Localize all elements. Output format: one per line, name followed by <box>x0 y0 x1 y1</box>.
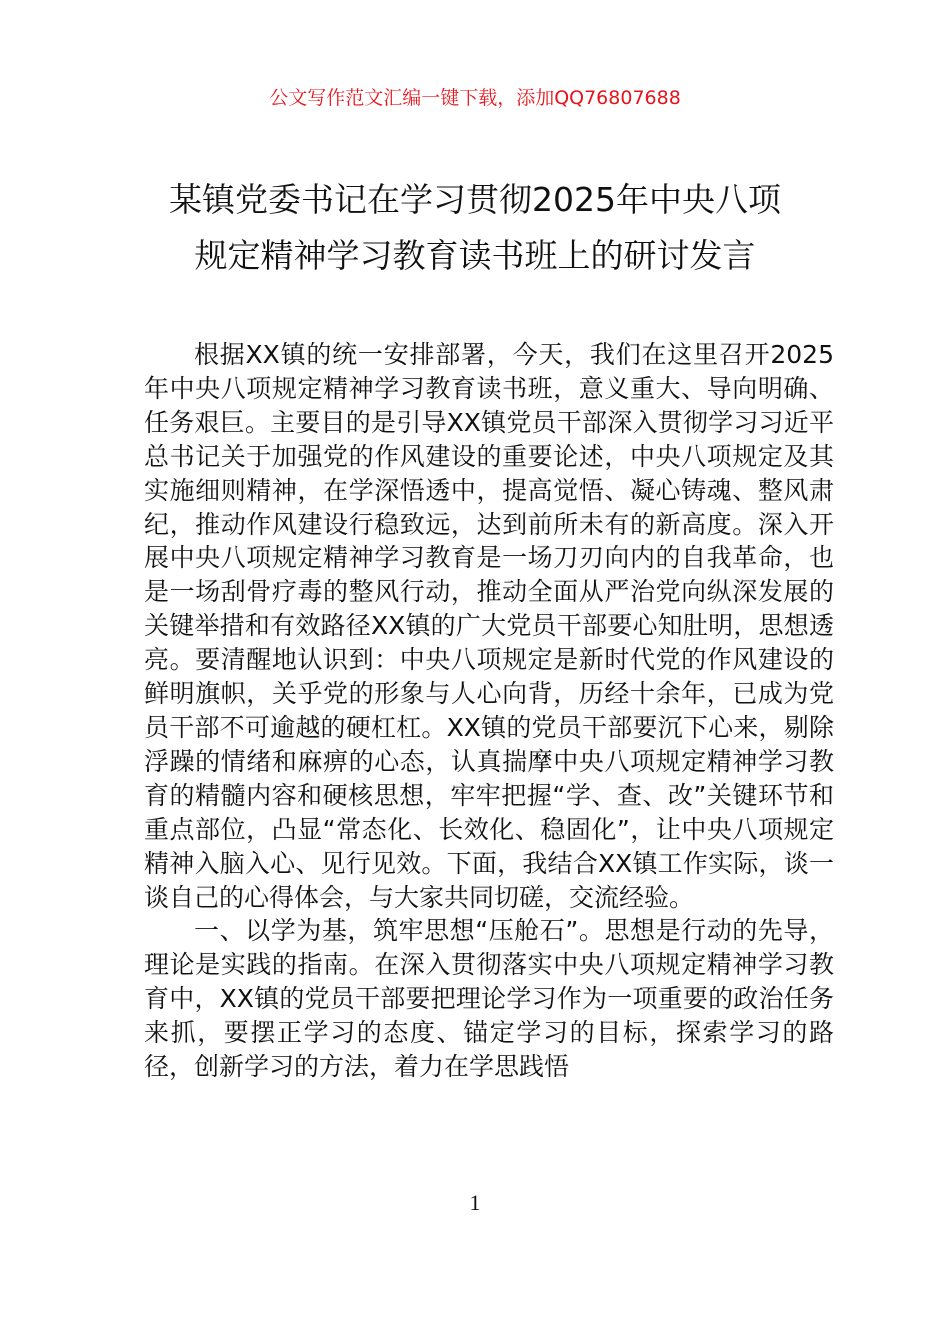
body-paragraph-2: 一、以学为基，筑牢思想“压舱石”。思想是行动的先导，理论是实践的指南。在深入贯彻落实中央八项规定精神学习教育中，XX镇的党员干部要把理论学习作为一项重要的政治任务来抓，要摆正学习的态度、锚定学习的目标，探索学习的路径，创新学习的方法，着力在学思践悟 <box>144 916 834 1082</box>
document-body <box>144 338 834 1084</box>
title-line-2: 规定精神学习教育读书班上的研讨发言 <box>194 236 756 275</box>
title-line-1: 某镇党委书记在学习贯彻2025年中央八项 <box>169 180 781 219</box>
watermark-banner: 公文写作范文汇编一键下载，添加QQ76807688 <box>269 87 681 109</box>
page-number: 1 <box>469 1190 481 1215</box>
document-title <box>100 172 850 284</box>
body-paragraph-1: 根据XX镇的统一安排部署，今天，我们在这里召开2025年中央八项规定精神学习教育读书班，意义重大、导向明确、任务艰巨。主要目的是引导XX镇党员干部深入贯彻学习习近平总书记关于加强党的作风建设的重要论述，中央八项规定及其实施细则精神，在学深悟透中，提高觉悟、凝心铸魂、整风肃纪，推动作风建设行稳致远，达到前所未有的新高度。深入开展中央八项规定精神学习教育是一场刀刃向内的自我革命，也是一场刮骨疗毒的整风行动，推动全面从严治党向纵深发展的关键举措和有效路径XX镇的广大党员干部要心知肚明，思想透亮。要清醒地认识到：中央八项规定是新时代党的作风建设的鲜明旗帜，关乎党的形象与人心向背，历经十余年，已成为党员干部不可逾越的硬杠杠。XX镇的党员干部要沉下心来，剔除浮躁的情绪和麻痹的心态，认真揣摩中央八项规定精神学习教育的精髓内容和硬核思想，牢牢把握“学、查、改”关键环节和重点部位，凸显“常态化、长效化、稳固化”，让中央八项规定精神入脑入心、见行见效。下面，我结合XX镇工作实际，谈一谈自己的心得体会，与大家共同切磋，交流经验。 <box>144 340 834 912</box>
